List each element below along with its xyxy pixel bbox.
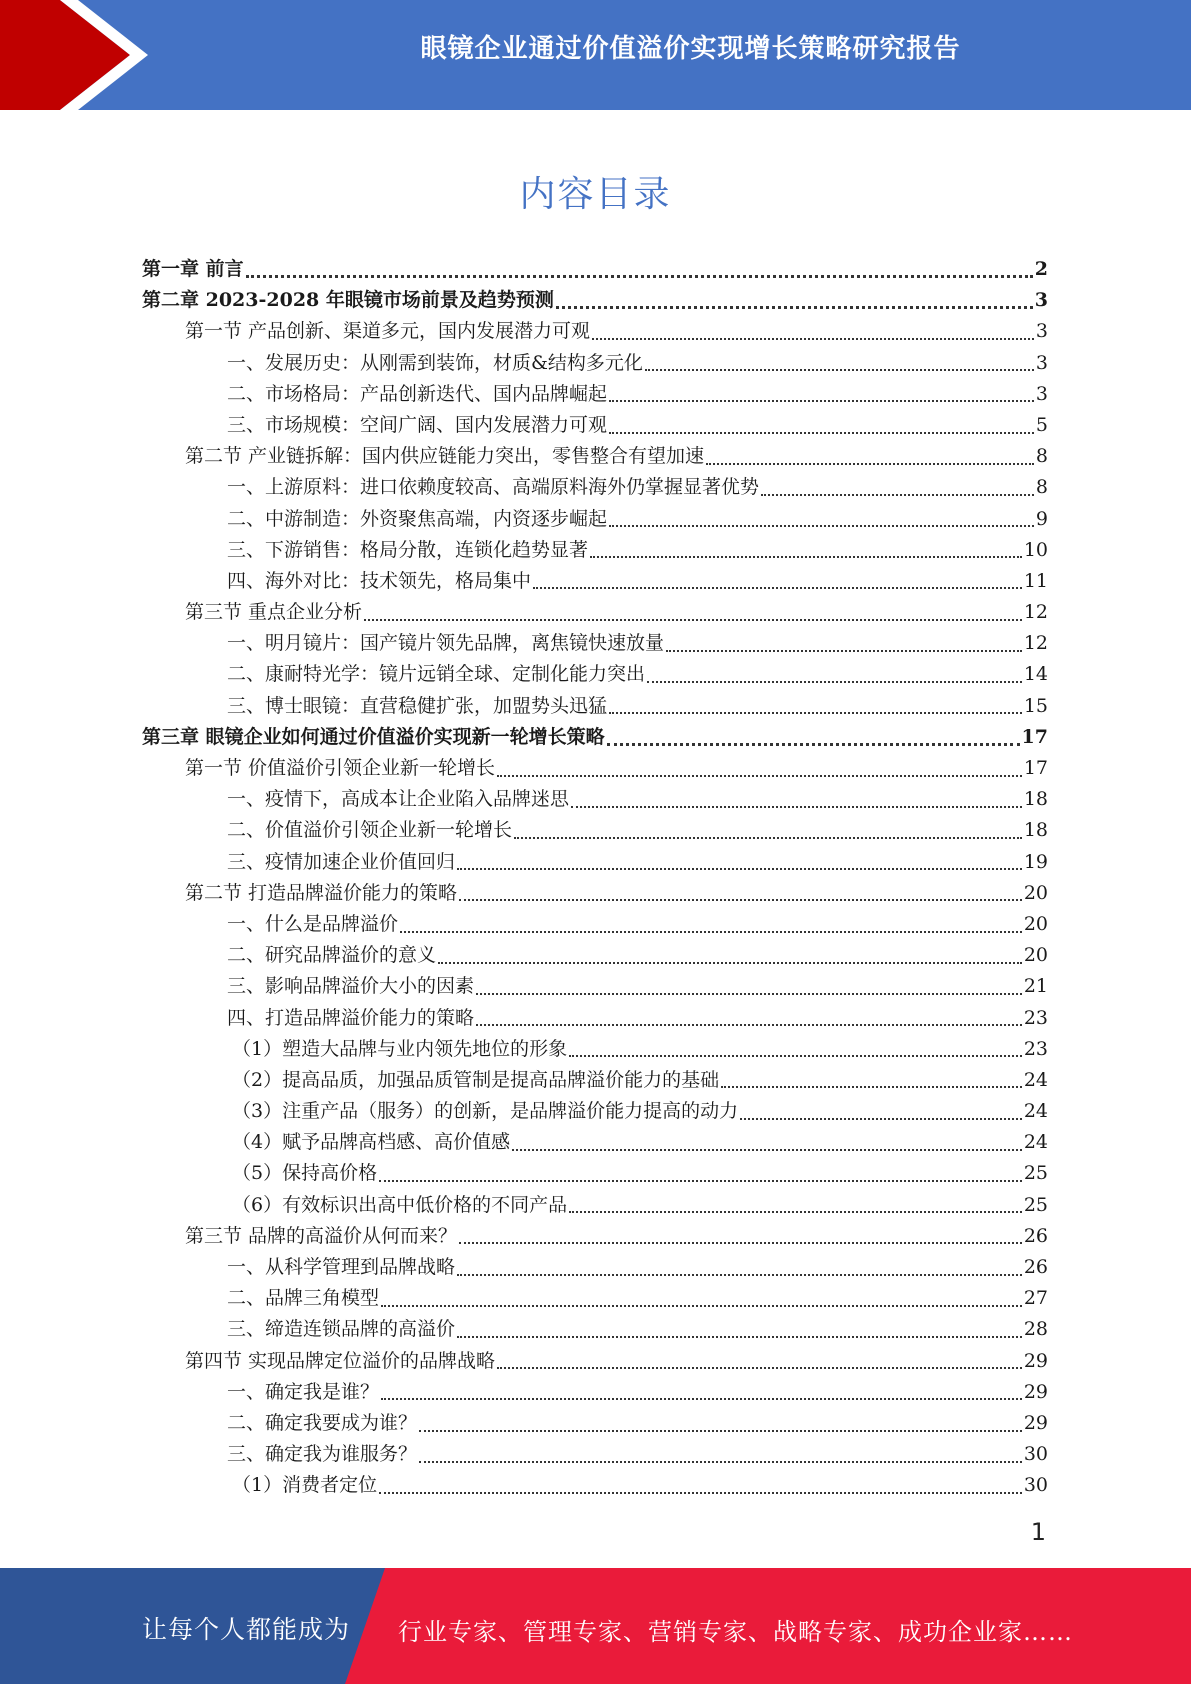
- toc-entry-label: 一、发展历史：从刚需到装饰，材质&结构多元化: [227, 351, 643, 374]
- toc-entry[interactable]: [142, 815, 1048, 846]
- toc-entry-label: （2）提高品质，加强品质管制是提高品牌溢价能力的基础: [232, 1068, 720, 1091]
- toc-dot-leader: [364, 619, 1022, 621]
- toc-entry-page: 3: [1035, 351, 1048, 374]
- toc-entry-page: 26: [1023, 1224, 1048, 1247]
- toc-entry[interactable]: [142, 566, 1048, 597]
- toc-dot-leader: [381, 1398, 1022, 1400]
- toc-entry-label: 一、疫情下，高成本让企业陷入品牌迷思: [227, 788, 570, 811]
- toc-dot-leader: [459, 1242, 1022, 1244]
- toc-dot-leader: [512, 1149, 1022, 1151]
- toc-entry-page: 3: [1035, 320, 1048, 343]
- toc-dot-leader: [609, 525, 1034, 527]
- toc-dot-leader: [645, 369, 1034, 371]
- toc-dot-leader: [457, 868, 1022, 870]
- toc-entry-label: 一、从科学管理到品牌战略: [227, 1256, 456, 1278]
- toc-dot-leader: [497, 1367, 1022, 1369]
- toc-entry[interactable]: [142, 878, 1048, 909]
- toc-entry-page: 23: [1023, 1006, 1048, 1029]
- toc-entry[interactable]: [142, 597, 1048, 628]
- toc-entry-label: （4）赋予品牌高档感、高价值感: [232, 1131, 511, 1154]
- toc-entry-page: 3: [1034, 289, 1048, 312]
- toc-entry-label: 三、博士眼镜：直营稳健扩张，加盟势头迅猛: [227, 694, 608, 717]
- toc-entry[interactable]: [142, 472, 1048, 503]
- toc-entry-label: 第三节 品牌的高溢价从何而来？: [185, 1224, 458, 1247]
- toc-entry[interactable]: [142, 1190, 1048, 1221]
- toc-dot-leader: [569, 1211, 1022, 1213]
- toc-entry-page: 11: [1023, 569, 1048, 592]
- toc-entry-page: 8: [1035, 476, 1048, 499]
- toc-dot-leader: [592, 338, 1034, 340]
- toc-entry-page: 20: [1023, 912, 1048, 935]
- toc-entry-page: 28: [1023, 1318, 1048, 1341]
- toc-dot-leader: [609, 712, 1022, 714]
- toc-entry[interactable]: [142, 285, 1048, 316]
- toc-entry-page: 15: [1023, 694, 1048, 717]
- toc-entry-label: 第三节 重点企业分析: [185, 601, 363, 624]
- toc-dot-leader: [706, 463, 1034, 465]
- report-title: 眼镜企业通过价值溢价实现增长策略研究报告: [420, 34, 961, 64]
- toc-entry-label: 二、研究品牌溢价的意义: [227, 944, 437, 967]
- toc-entry-page: 3: [1035, 382, 1048, 405]
- toc-entry[interactable]: [142, 1314, 1048, 1345]
- toc-entry[interactable]: [142, 722, 1048, 753]
- toc-dot-leader: [419, 1461, 1022, 1463]
- toc-entry-label: 第二章 2023-2028 年眼镜市场前景及趋势预测: [142, 289, 554, 312]
- toc-dot-leader: [381, 1305, 1022, 1307]
- toc-entry-page: 27: [1023, 1287, 1048, 1310]
- toc-entry[interactable]: [142, 1065, 1048, 1096]
- toc-entry-label: （6）有效标识出高中低价格的不同产品: [232, 1193, 568, 1216]
- toc-entry[interactable]: [142, 909, 1048, 940]
- toc-dot-leader: [457, 1274, 1022, 1276]
- toc-entry[interactable]: [142, 379, 1048, 410]
- toc-entry-page: 23: [1023, 1037, 1048, 1060]
- toc-entry-label: 第二节 产业链拆解：国内供应链能力突出，零售整合有望加速: [185, 445, 705, 468]
- toc-entry-label: （1）消费者定位: [232, 1474, 378, 1497]
- page-footer: [0, 1568, 1191, 1684]
- toc-entry-label: 第四节 实现品牌定位溢价的品牌战略: [185, 1349, 496, 1372]
- toc-entry-page: 20: [1023, 881, 1048, 904]
- toc-entry-label: （3）注重产品（服务）的创新，是品牌溢价能力提高的动力: [232, 1100, 739, 1123]
- toc-entry-label: 三、影响品牌溢价大小的因素: [227, 975, 475, 998]
- toc-entry-page: 12: [1023, 632, 1048, 655]
- toc-entry[interactable]: [142, 535, 1048, 566]
- toc-entry[interactable]: [142, 1470, 1048, 1501]
- toc-entry-page: 17: [1023, 757, 1048, 779]
- toc-entry-label: 二、品牌三角模型: [227, 1287, 380, 1310]
- toc-entry[interactable]: [142, 784, 1048, 815]
- toc-entry-page: 19: [1023, 850, 1048, 873]
- toc-entry-label: （1）塑造大品牌与业内领先地位的形象: [232, 1037, 568, 1060]
- toc-entry[interactable]: [142, 441, 1048, 472]
- toc-entry-page: 10: [1023, 538, 1048, 561]
- toc-entry-label: 第一节 产品创新、渠道多元，国内发展潜力可观: [185, 320, 591, 343]
- toc-entry-page: 29: [1023, 1380, 1048, 1403]
- toc-entry[interactable]: [142, 659, 1048, 690]
- toc-entry[interactable]: [142, 254, 1048, 285]
- toc-dot-leader: [571, 806, 1022, 808]
- toc-entry-label: 二、价值溢价引领企业新一轮增长: [227, 819, 513, 842]
- toc-dot-leader: [476, 1024, 1022, 1026]
- page-header: [0, 0, 1191, 110]
- toc-dot-leader: [740, 1118, 1022, 1120]
- toc-dot-leader: [379, 1180, 1022, 1182]
- footer-slogan-right: 行业专家、管理专家、营销专家、战略专家、成功企业家……: [398, 1618, 1073, 1646]
- toc-heading: 内容目录: [519, 174, 672, 215]
- toc-entry-label: 二、确定我要成为谁？: [227, 1411, 418, 1434]
- toc-entry-page: 18: [1023, 819, 1048, 842]
- toc-entry-page: 12: [1023, 601, 1048, 624]
- toc-entry[interactable]: [142, 1158, 1048, 1189]
- toc-entry[interactable]: [142, 628, 1048, 659]
- footer-slogan-left: 让每个人都能成为: [142, 1615, 351, 1644]
- toc-entry-label: 一、明月镜片：国产镜片领先品牌，离焦镜快速放量: [227, 632, 665, 655]
- toc-entry-page: 29: [1023, 1349, 1048, 1372]
- toc-entry-page: 14: [1023, 663, 1048, 686]
- toc-entry[interactable]: [142, 971, 1048, 1002]
- toc-entry[interactable]: [142, 753, 1048, 784]
- toc-entry-label: 一、什么是品牌溢价: [227, 912, 399, 935]
- toc-entry-page: 24: [1023, 1100, 1048, 1123]
- toc-entry[interactable]: [142, 847, 1048, 878]
- toc-entry[interactable]: [142, 504, 1048, 535]
- toc-entry[interactable]: [142, 1096, 1048, 1127]
- toc-entry[interactable]: [142, 1034, 1048, 1065]
- toc-dot-leader: [497, 775, 1022, 777]
- toc-entry-page: 20: [1023, 944, 1048, 967]
- toc-entry[interactable]: [142, 348, 1048, 379]
- toc-entry-page: 25: [1023, 1193, 1048, 1216]
- toc-entry[interactable]: [142, 1252, 1048, 1283]
- toc-dot-leader: [556, 306, 1033, 309]
- toc-dot-leader: [761, 494, 1034, 496]
- toc-dot-leader: [400, 931, 1022, 933]
- toc-dot-leader: [721, 1086, 1022, 1088]
- toc-entry-label: 三、下游销售：格局分散，连锁化趋势显著: [227, 538, 589, 561]
- toc-entry-label: 四、海外对比：技术领先，格局集中: [227, 569, 532, 592]
- toc-entry[interactable]: [142, 410, 1048, 441]
- toc-entry[interactable]: [142, 1283, 1048, 1314]
- red-chevron-shape: [0, 0, 130, 110]
- toc-entry-label: 第二节 打造品牌溢价能力的策略: [185, 881, 458, 904]
- toc-entry-label: 第三章 眼镜企业如何通过价值溢价实现新一轮增长策略: [142, 725, 605, 748]
- toc-dot-leader: [609, 432, 1034, 434]
- toc-entry[interactable]: [142, 1439, 1048, 1470]
- toc-entry[interactable]: [142, 1346, 1048, 1377]
- toc-entry-page: 30: [1023, 1474, 1048, 1497]
- toc-entry-page: 18: [1023, 788, 1048, 811]
- toc-entry-label: 二、市场格局：产品创新迭代、国内品牌崛起: [227, 382, 608, 405]
- toc-entry[interactable]: [142, 1127, 1048, 1158]
- toc-entry-label: 二、康耐特光学：镜片远销全球、定制化能力突出: [227, 663, 646, 686]
- toc-dot-leader: [459, 899, 1022, 901]
- toc-entry-page: 2: [1034, 258, 1048, 280]
- toc-entry-label: 三、缔造连锁品牌的高溢价: [227, 1318, 456, 1341]
- toc-entry-label: 一、确定我是谁？: [227, 1380, 380, 1403]
- toc-dot-leader: [379, 1492, 1022, 1494]
- toc-entry-page: 26: [1023, 1256, 1048, 1278]
- toc-entry-label: 三、确定我为谁服务？: [227, 1443, 418, 1466]
- toc-dot-leader: [609, 400, 1034, 402]
- toc-entry-label: 二、中游制造：外资聚焦高端，内资逐步崛起: [227, 507, 608, 530]
- toc-entry-label: 三、市场规模：空间广阔、国内发展潜力可观: [227, 413, 608, 436]
- toc-entry-label: 四、打造品牌溢价能力的策略: [227, 1006, 475, 1029]
- toc-entry-label: （5）保持高价格: [232, 1162, 378, 1185]
- toc-entry-page: 17: [1021, 725, 1048, 748]
- toc-dot-leader: [476, 993, 1022, 995]
- toc-dot-leader: [647, 681, 1022, 683]
- toc-entry-page: 8: [1035, 445, 1048, 468]
- toc-entry[interactable]: [142, 1377, 1048, 1408]
- toc-dot-leader: [246, 275, 1033, 278]
- toc-entry[interactable]: [142, 691, 1048, 722]
- toc-entry-page: 24: [1023, 1131, 1048, 1154]
- toc-entry[interactable]: [142, 1003, 1048, 1034]
- toc-dot-leader: [438, 962, 1022, 964]
- toc-entry-page: 29: [1023, 1411, 1048, 1434]
- toc-dot-leader: [457, 1336, 1022, 1338]
- page-number: 1: [1030, 1518, 1046, 1546]
- toc-entry-page: 5: [1035, 413, 1048, 436]
- toc-entry-page: 21: [1023, 975, 1048, 998]
- toc-entry-page: 25: [1023, 1162, 1048, 1185]
- toc-entry-label: 第一章 前言: [142, 258, 244, 280]
- toc-entry-label: 第一节 价值溢价引领企业新一轮增长: [185, 757, 496, 779]
- toc-entry-page: 24: [1023, 1068, 1048, 1091]
- toc-dot-leader: [533, 587, 1022, 589]
- toc-entry[interactable]: [142, 1408, 1048, 1439]
- toc-dot-leader: [569, 1055, 1022, 1057]
- toc-dot-leader: [607, 743, 1020, 746]
- toc-dot-leader: [590, 556, 1022, 558]
- toc-entry-page: 9: [1035, 507, 1048, 530]
- table-of-contents: [142, 254, 1048, 1502]
- toc-entry[interactable]: [142, 940, 1048, 971]
- toc-entry[interactable]: [142, 316, 1048, 347]
- toc-entry[interactable]: [142, 1221, 1048, 1252]
- toc-entry-page: 30: [1023, 1443, 1048, 1466]
- toc-dot-leader: [419, 1430, 1022, 1432]
- toc-dot-leader: [514, 837, 1022, 839]
- toc-dot-leader: [666, 650, 1022, 652]
- toc-entry-label: 三、疫情加速企业价值回归: [227, 850, 456, 873]
- toc-entry-label: 一、上游原料：进口依赖度较高、高端原料海外仍掌握显著优势: [227, 476, 760, 499]
